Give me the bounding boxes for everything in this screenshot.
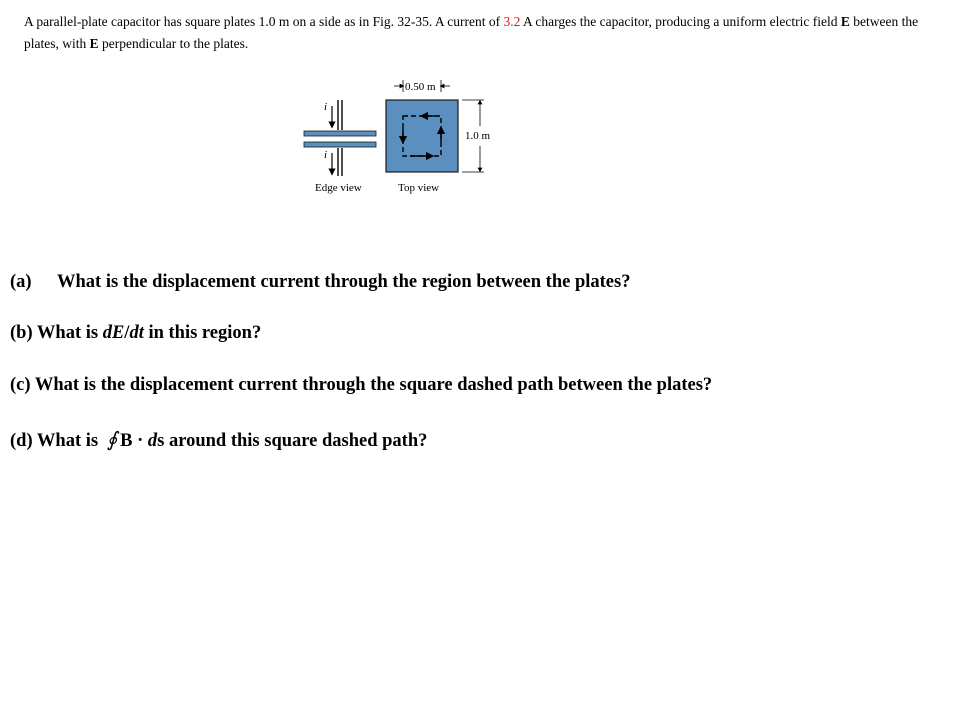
problem-statement xyxy=(24,11,934,55)
question-a-marker: (a) xyxy=(10,272,32,292)
half-width-label: 0.50 m xyxy=(405,81,436,93)
top-view-label: Top view xyxy=(398,182,440,194)
question-b-suffix: in this region? xyxy=(143,323,262,343)
edge-plate-top xyxy=(304,131,376,136)
current-value: 3.2 xyxy=(503,14,521,29)
question-d-suffix: around this square dashed path? xyxy=(164,431,428,451)
question-a-text: What is the displacement current through the region between the plates? xyxy=(57,272,631,292)
intro-part1: A parallel-plate capacitor has square plates 1.0 m on a side as in Fig. 32-35. A current of xyxy=(24,14,504,29)
question-d-prefix: (d) What is xyxy=(10,431,103,451)
top-plate-square xyxy=(386,100,458,172)
question-c-text: (c) What is the displacement current through the square dashed path between the plates? xyxy=(10,375,713,395)
capacitor-diagram xyxy=(290,76,510,200)
side-length-label: 1.0 m xyxy=(465,130,491,142)
current-label-bottom: i xyxy=(324,149,328,161)
intro-part3: between the plates, with xyxy=(24,14,919,51)
question-d xyxy=(10,427,427,452)
question-d-b: B xyxy=(120,431,133,451)
question-b-prefix: (b) What is xyxy=(10,323,103,343)
capacitor-figure xyxy=(290,76,510,200)
question-b xyxy=(10,323,261,344)
edge-view xyxy=(304,100,376,194)
edge-view-label: Edge view xyxy=(315,182,362,194)
field-symbol-e: E xyxy=(840,14,850,29)
question-d-ds-s: s xyxy=(157,431,165,451)
question-d-ds-d: d xyxy=(147,431,158,451)
question-b-dt: dt xyxy=(129,323,144,343)
question-a xyxy=(10,272,630,293)
question-b-slash: / xyxy=(124,323,130,343)
question-d-dot: · xyxy=(132,431,148,451)
contour-integral-symbol: ∮ xyxy=(106,429,118,451)
edge-plate-bottom xyxy=(304,142,376,147)
question-b-de: dE xyxy=(102,323,125,343)
current-label-top: i xyxy=(324,101,328,113)
intro-part2: A charges the capacitor, producing a uniform electric field xyxy=(520,14,841,29)
field-symbol-e-2: E xyxy=(89,36,99,51)
top-view xyxy=(386,80,491,194)
question-c xyxy=(10,375,712,396)
intro-part4: perpendicular to the plates. xyxy=(98,36,249,51)
